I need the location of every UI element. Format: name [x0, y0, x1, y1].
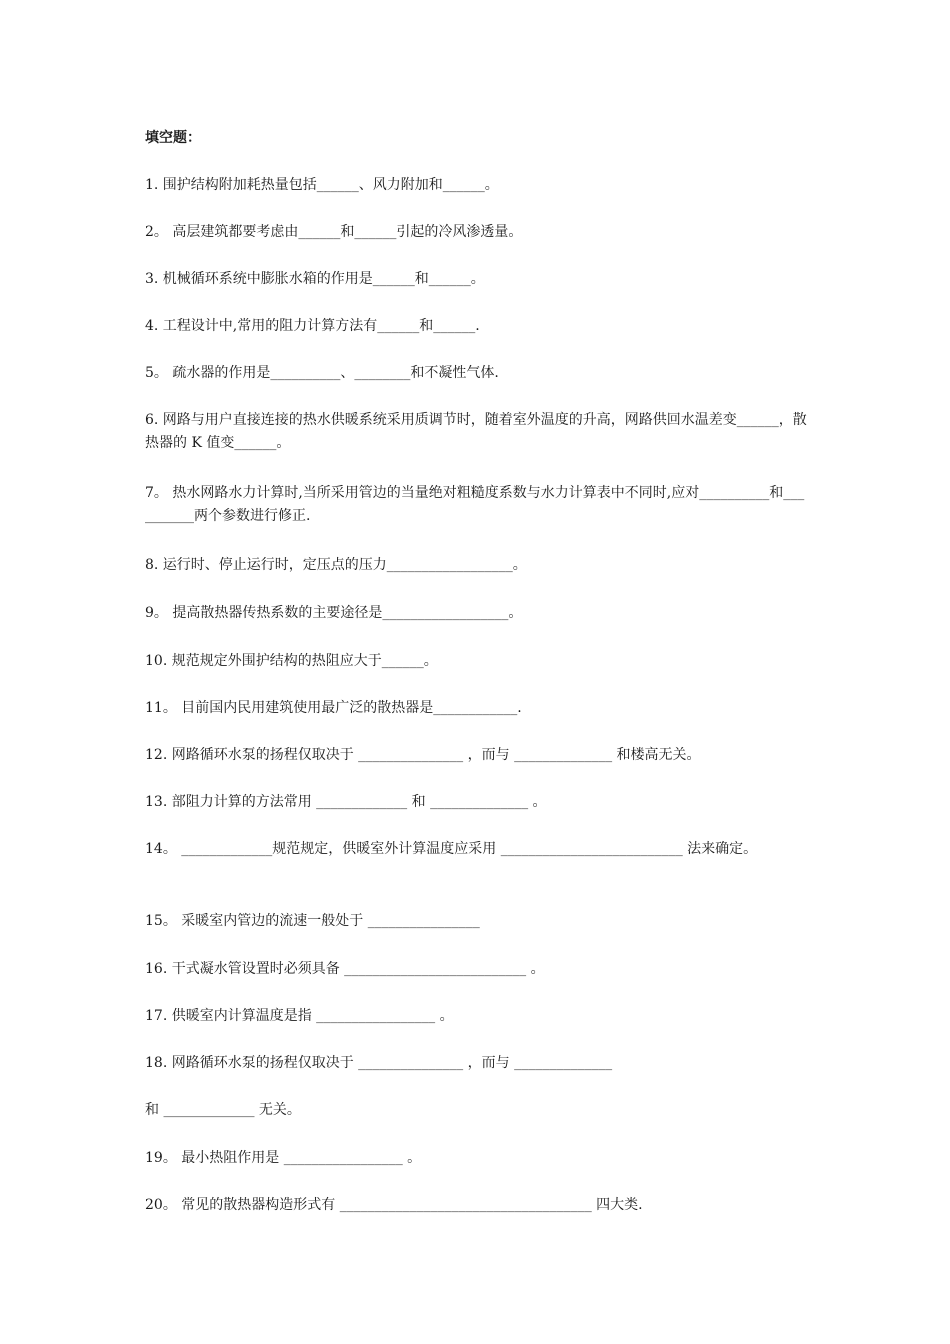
question-6: 6. 网路与用户直接连接的热水供暖系统采用质调节时，随着室外温度的升高，网路供回水温差变______，散热器的 K 值变______。: [145, 412, 807, 451]
question-11: 11。 目前国内民用建筑使用最广泛的散热器是____________.: [145, 700, 522, 716]
question-18-continued: 和 _____________ 无关。: [145, 1102, 301, 1118]
question-3: 3. 机械循环系统中膨胀水箱的作用是______和______。: [145, 271, 485, 287]
question-5: 5。 疏水器的作用是__________、________和不凝性气体.: [145, 365, 499, 381]
question-13: 13. 部阻力计算的方法常用 _____________ 和 ______________ 。: [145, 794, 547, 810]
question-8: 8. 运行时、停止运行时，定压点的压力__________________。: [145, 557, 527, 573]
question-12: 12. 网路循环水泵的扬程仅取决于 _______________ ，而与 ______________ 和楼高无关。: [145, 747, 701, 763]
question-7: 7。 热水网路水力计算时,当所采用管边的当量绝对粗糙度系数与水力计算表中不同时,应对__________和__________两个参数进行修正.: [145, 485, 805, 524]
question-10: 10. 规范规定外围护结构的热阻应大于______。: [145, 653, 438, 669]
question-9: 9。 提高散热器传热系数的主要途径是__________________。: [145, 605, 523, 621]
question-14: 14。 _____________规范规定，供暖室外计算温度应采用 __________________________ 法来确定。: [145, 841, 758, 857]
question-2: 2。 高层建筑都要考虑由______和______引起的冷风渗透量。: [145, 224, 523, 240]
question-18: 18. 网路循环水泵的扬程仅取决于 _______________ ，而与 ______________: [145, 1055, 613, 1071]
question-15: 15。 采暖室内管边的流速一般处于 ________________: [145, 913, 480, 929]
section-heading: 填空题：: [145, 130, 201, 146]
question-19: 19。 最小热阻作用是 _________________ 。: [145, 1150, 422, 1166]
question-1: 1. 围护结构附加耗热量包括______、风力附加和______。: [145, 177, 499, 193]
question-16: 16. 干式凝水管设置时必须具备 __________________________ 。: [145, 961, 545, 977]
question-20: 20。 常见的散热器构造形式有 ____________________________________ 四大类.: [145, 1197, 643, 1213]
question-17: 17. 供暖室内计算温度是指 _________________ 。: [145, 1008, 454, 1024]
question-4: 4. 工程设计中,常用的阻力计算方法有______和______.: [145, 318, 480, 334]
